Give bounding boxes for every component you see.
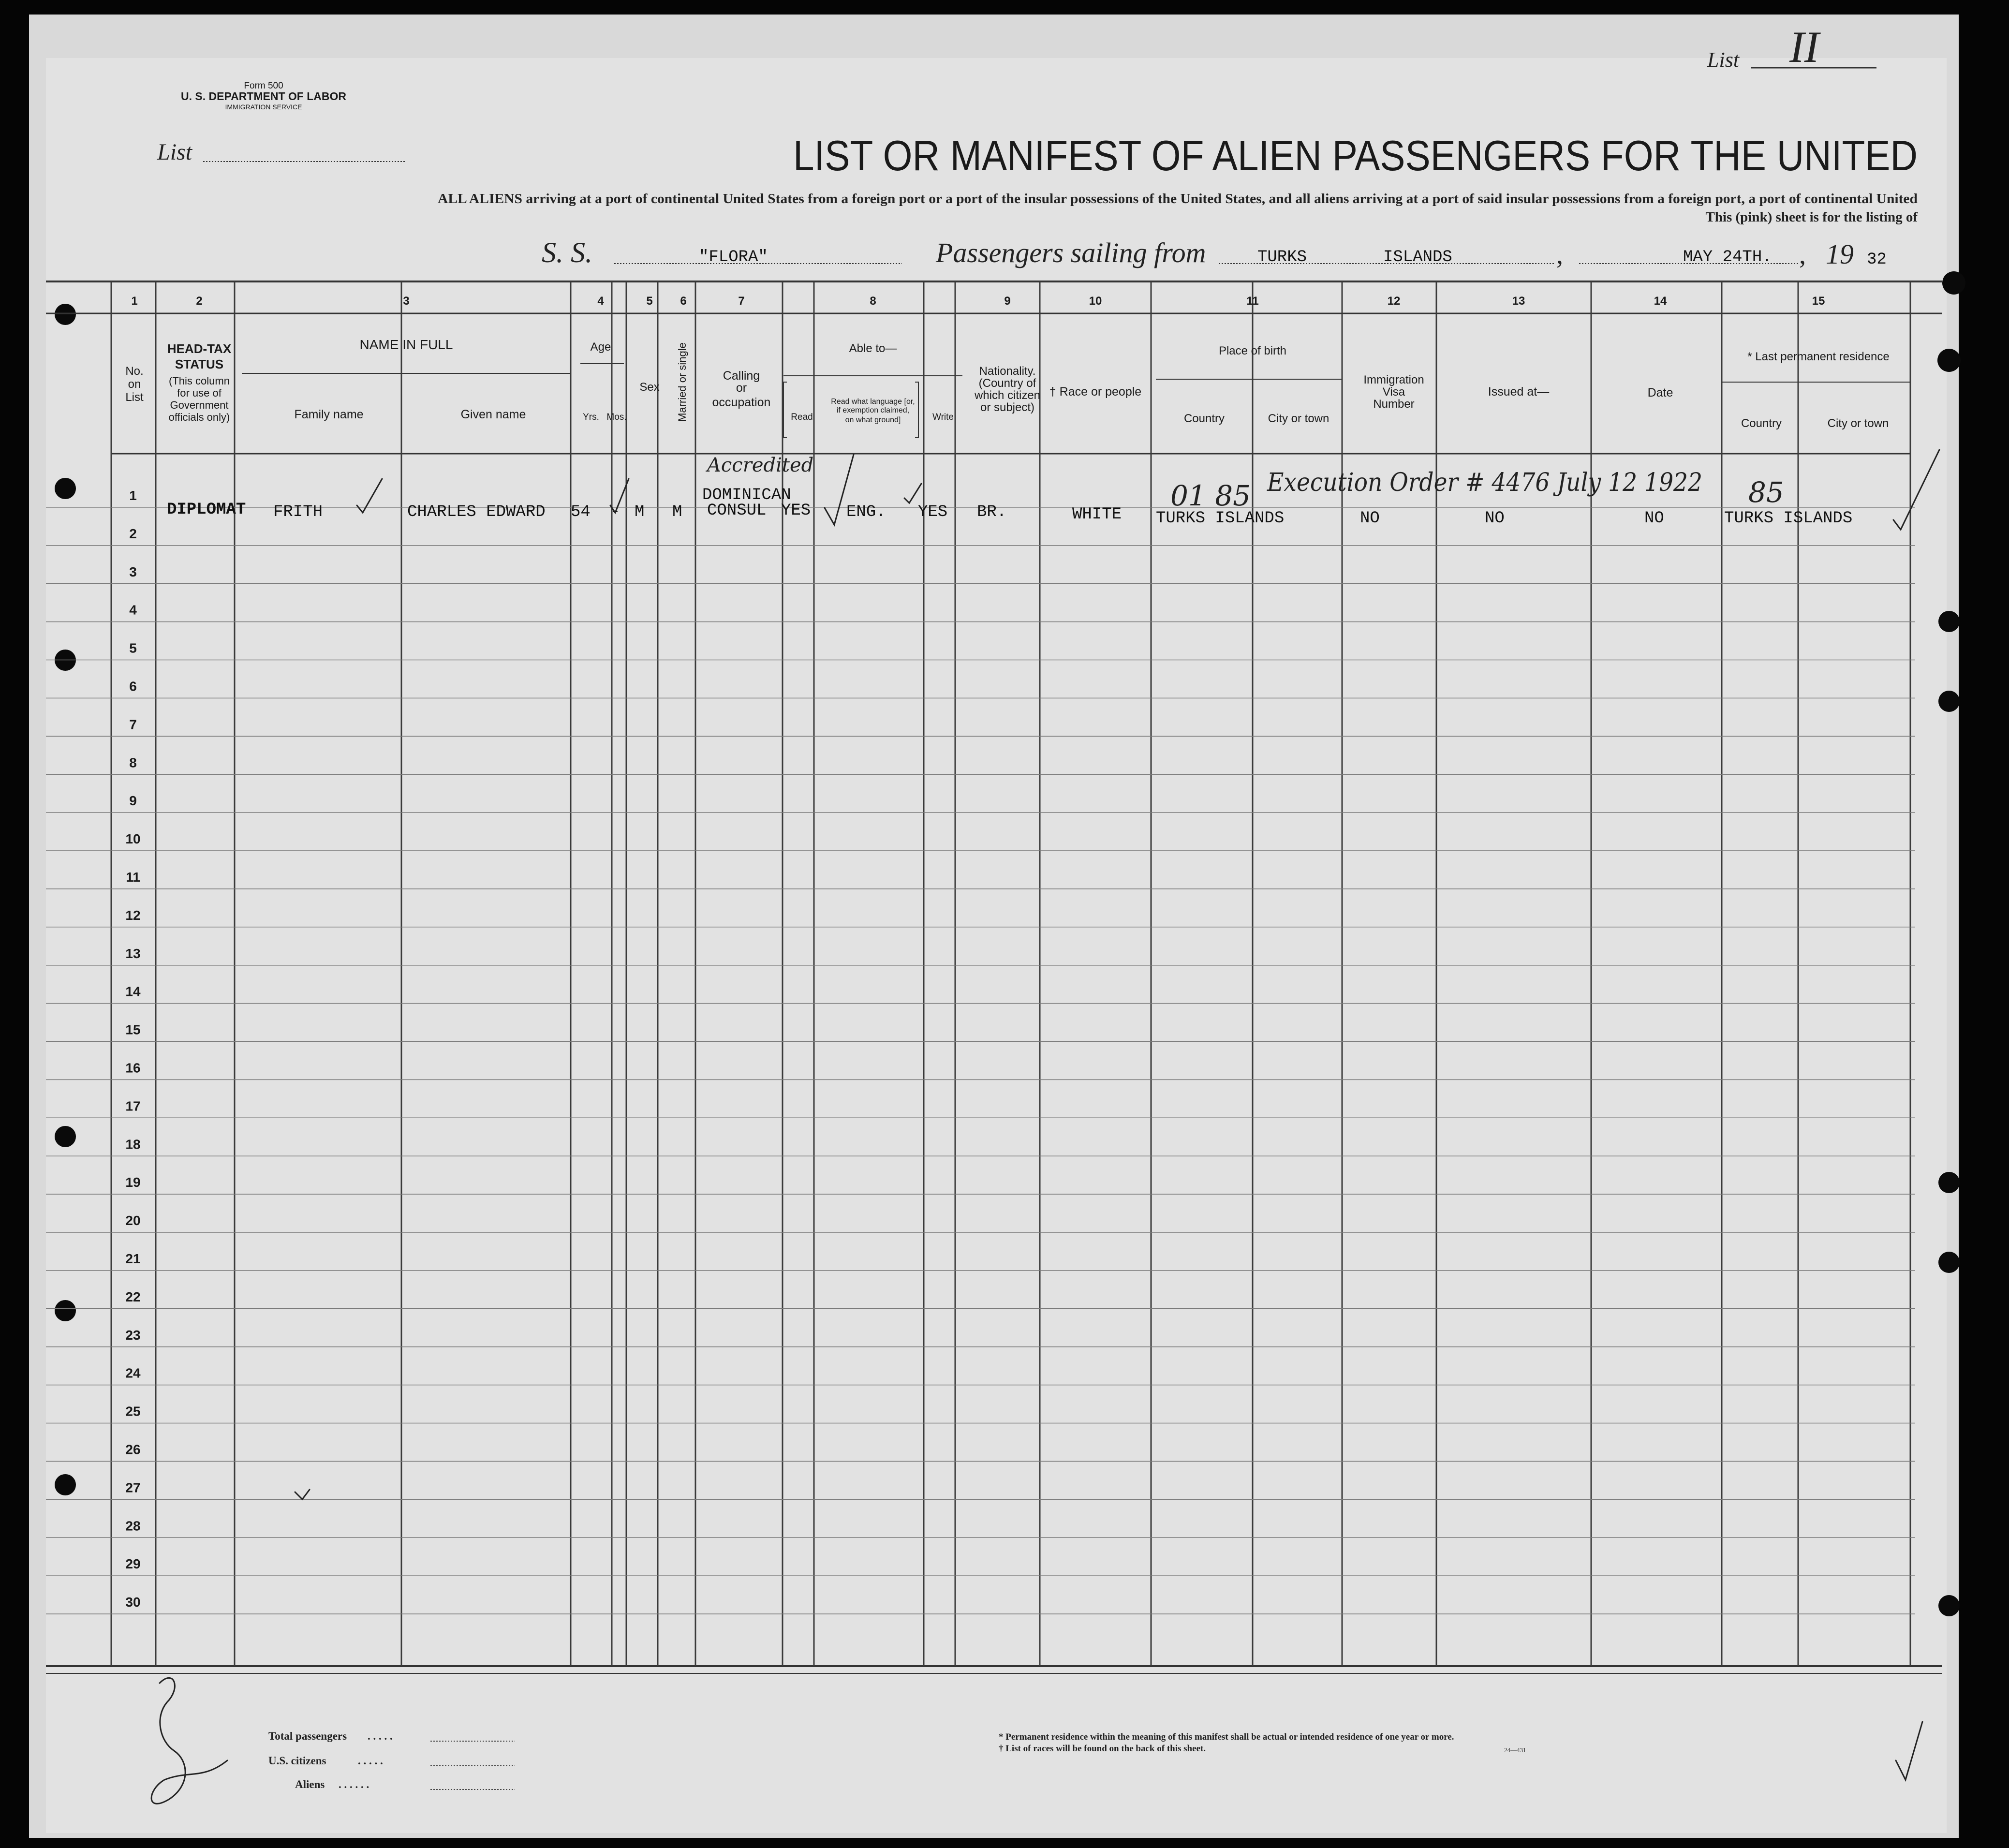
entry-age-mos: - (610, 503, 620, 521)
head-no-3: List (125, 391, 144, 404)
column-number: 9 (1004, 295, 1011, 308)
column-number: 15 (1812, 295, 1825, 308)
annotation-code: 01 85 (1170, 479, 1251, 512)
form-number: Form 500 (244, 81, 283, 91)
head-nationality-3: which citizen (974, 389, 1041, 402)
head-no-2: on (128, 378, 141, 391)
entry-read: YES (781, 502, 811, 520)
row-number: 6 (129, 679, 137, 694)
entry-married: M (672, 503, 682, 521)
list-label: List (157, 139, 192, 165)
row-number: 27 (125, 1480, 141, 1495)
head-no-1: No. (125, 365, 144, 378)
row-number: 18 (125, 1137, 141, 1152)
head-nationality-4: or subject) (980, 401, 1035, 414)
entry-family-name: FRITH (273, 503, 323, 521)
column-number: 12 (1387, 295, 1401, 308)
instruction-line-2: This (pink) sheet is for the listing of (1705, 209, 1918, 225)
row-number: 22 (125, 1289, 141, 1304)
row-number: 12 (125, 907, 141, 923)
head-last-residence: * Last permanent residence (1747, 350, 1890, 363)
column-number: 6 (680, 295, 687, 308)
head-visa-3: Number (1373, 398, 1415, 411)
head-issued-at: Issued at— (1488, 385, 1550, 399)
row-number: 11 (126, 870, 140, 885)
date-sep: , (1556, 240, 1563, 270)
row-number: 30 (125, 1595, 141, 1610)
row-number: 1 (129, 488, 137, 503)
head-calling-3: occupation (712, 396, 771, 409)
instruction-line-1: ALL ALIENS arriving at a port of continental United States from a foreign port or a port of the insular possessions of the United States, and all aliens arriving at a port of said insular possessions from a foreign port, a port of continental United (438, 191, 1918, 207)
head-visa-1: Immigration (1363, 373, 1424, 386)
annotation-accredited: Accredited (707, 454, 814, 476)
paper (46, 58, 1947, 1833)
head-tax-2: STATUS (175, 357, 224, 371)
row-number: 15 (125, 1022, 141, 1037)
head-race: † Race or people (1049, 385, 1142, 399)
row-number: 8 (129, 755, 137, 770)
head-nationality-2: (Country of (978, 377, 1036, 390)
row-number: 19 (125, 1175, 141, 1190)
head-yrs: Yrs. (583, 412, 599, 422)
aliens-dots: . . . . . . (339, 1778, 369, 1790)
head-res-country: Country (1741, 417, 1782, 430)
manifest-title: LIST OR MANIFEST OF ALIEN PASSENGERS FOR THE UNITED (793, 132, 1918, 179)
head-given-name: Given name (460, 408, 526, 421)
department: U. S. DEPARTMENT OF LABOR (180, 90, 347, 103)
column-number: 8 (870, 295, 876, 308)
head-tax-1: HEAD-TAX (167, 341, 232, 356)
annotation-order: Execution Order # 4476 July 12 1922 (1267, 468, 1702, 497)
head-read-language-2: if exemption claimed, (836, 406, 910, 414)
port-part-2: ISLANDS (1383, 248, 1452, 266)
head-date: Date (1647, 386, 1673, 399)
us-citizens-label: U.S. citizens (268, 1755, 326, 1767)
head-write: Write (932, 412, 954, 422)
column-number: 13 (1512, 295, 1525, 308)
service: IMMIGRATION SERVICE (225, 103, 302, 111)
row-number: 3 (129, 564, 137, 579)
head-tax-4: for use of (177, 387, 222, 399)
row-number: 29 (125, 1556, 141, 1572)
head-married: Married or single (676, 342, 688, 422)
row-number: 10 (125, 831, 141, 847)
head-mos: Mos. (606, 412, 627, 422)
head-age: Age (590, 340, 611, 354)
head-nationality-1: Nationality. (979, 365, 1036, 378)
entry-calling-1: DOMINICAN (702, 486, 791, 504)
entry-calling-2: CONSUL (707, 502, 767, 520)
corner-list-label: List (1707, 48, 1740, 72)
column-number: 4 (597, 295, 604, 308)
total-passengers-label: Total passengers (268, 1730, 347, 1742)
row-number: 24 (125, 1365, 141, 1381)
entry-write: YES (918, 503, 948, 521)
row-number: 17 (125, 1098, 141, 1114)
head-sex: Sex (639, 381, 660, 394)
row-number: 23 (125, 1327, 141, 1343)
date-comma: , (1799, 240, 1806, 270)
sailing-label: Passengers sailing from (936, 237, 1206, 268)
row-number: 4 (129, 602, 137, 618)
print-code: 24—431 (1504, 1746, 1526, 1754)
column-number: 7 (738, 295, 745, 308)
head-birth-country: Country (1183, 412, 1225, 425)
entry-race: WHITE (1072, 505, 1122, 524)
head-tax-5: Government (170, 399, 229, 411)
head-res-city: City or town (1827, 417, 1889, 430)
entry-residence-country: TURKS ISLANDS (1724, 509, 1853, 528)
head-name-in-full: NAME IN FULL (359, 337, 453, 352)
head-read: Read (791, 412, 813, 422)
head-tax-6: officials only) (168, 411, 230, 423)
row-number: 28 (125, 1518, 141, 1534)
row-number: 7 (129, 717, 137, 732)
aliens-label: Aliens (295, 1778, 325, 1790)
head-visa-2: Visa (1382, 385, 1405, 399)
ss-label: S. S. (542, 237, 592, 268)
entry-sex: M (635, 503, 645, 521)
column-number: 10 (1089, 295, 1102, 308)
citizens-dots: . . . . . (358, 1755, 383, 1767)
row-number: 14 (125, 984, 141, 999)
row-number: 20 (125, 1213, 141, 1228)
head-able-to: Able to— (849, 342, 897, 355)
row-number: 21 (125, 1251, 141, 1266)
head-birth-city: City or town (1268, 412, 1329, 425)
annotation-code-2: 85 (1748, 476, 1784, 509)
head-read-language-3: on what ground] (845, 416, 901, 424)
row-number: 13 (125, 946, 141, 961)
entry-age-yrs: 54 (571, 503, 591, 521)
entry-issued-at: NO (1485, 509, 1505, 528)
row-number: 25 (125, 1404, 141, 1419)
entry-language: ENG. (846, 503, 886, 521)
row-number: 5 (129, 640, 137, 656)
head-calling-2: or (736, 381, 747, 395)
entry-visa: NO (1360, 509, 1380, 528)
row-number: 16 (125, 1060, 141, 1076)
column-number: 3 (403, 295, 410, 308)
head-place-of-birth: Place of birth (1218, 344, 1287, 357)
row-number: 9 (129, 793, 137, 809)
row-number: 2 (129, 526, 137, 541)
head-family-name: Family name (294, 408, 364, 421)
head-read-language-1: Read what language [or, (831, 398, 915, 406)
entry-birth-country: TURKS ISLANDS (1156, 509, 1285, 528)
entry-date: NO (1644, 509, 1664, 528)
entry-nationality: BR. (977, 503, 1007, 521)
column-number: 5 (646, 295, 653, 308)
column-number: 14 (1654, 295, 1667, 308)
port-part-1: TURKS (1257, 248, 1307, 266)
year-prefix: 19 (1826, 238, 1854, 270)
column-number: 11 (1246, 295, 1259, 308)
head-tax-3: (This column (169, 375, 230, 387)
entry-head-tax: DIPLOMAT (167, 501, 246, 519)
row-number: 26 (125, 1442, 141, 1457)
column-number: 2 (196, 295, 203, 308)
corner-list-value: II (1789, 22, 1819, 72)
entry-given-name: CHARLES EDWARD (407, 503, 546, 521)
column-number: 1 (131, 295, 138, 308)
footnote-races: † List of races will be found on the back of this sheet. (999, 1744, 1206, 1754)
year-suffix: 32 (1867, 251, 1887, 269)
total-dots: . . . . . (368, 1730, 393, 1742)
head-calling-1: Calling (723, 369, 760, 383)
ship-name: "FLORA" (699, 248, 768, 266)
sailing-date: MAY 24TH. (1683, 248, 1772, 266)
footnote-permanent-residence: * Permanent residence within the meaning of this manifest shall be actual or intended residence of one year or more. (999, 1732, 1454, 1742)
